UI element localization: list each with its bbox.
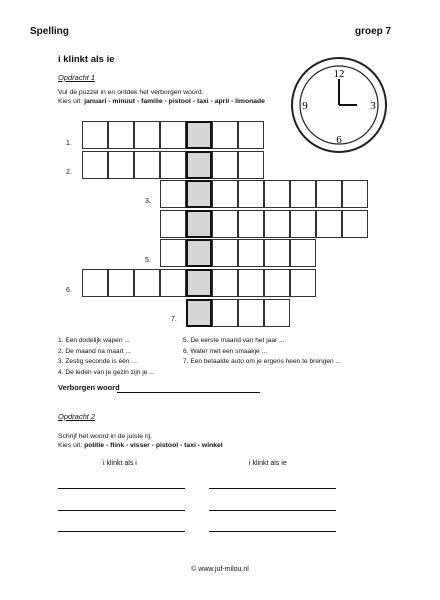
crossword-cell[interactable]: [238, 269, 264, 297]
crossword-cell[interactable]: [134, 269, 160, 297]
crossword-cell[interactable]: [212, 239, 238, 267]
crossword-cell[interactable]: [108, 269, 134, 297]
assignment2-heading: Opdracht 2: [58, 412, 96, 421]
assignment1-choices: [58, 97, 265, 106]
answer-line-i[interactable]: [58, 488, 185, 489]
crossword-cell[interactable]: [238, 180, 264, 208]
hidden-word-label: Verborgen woord: [58, 383, 120, 392]
crossword-cell[interactable]: [238, 151, 264, 179]
crossword-cell[interactable]: [316, 180, 342, 208]
answer-line-i[interactable]: [58, 510, 185, 511]
clues-left: [58, 336, 155, 378]
clue-5: 5. De eerste maand van het jaar ...: [183, 337, 285, 344]
clue-6: 6. Water met een smaakje ...: [183, 347, 268, 355]
crossword-cell[interactable]: [212, 151, 238, 179]
hidden-word-cell[interactable]: [186, 180, 212, 208]
worksheet-title: i klinkt als ie: [58, 54, 115, 65]
crossword-cell[interactable]: [238, 239, 264, 267]
choose-label: Kies uit:: [58, 442, 83, 449]
clock-number-3: 3: [370, 100, 376, 112]
crossword-cell[interactable]: [160, 180, 186, 208]
hidden-word-cell[interactable]: [186, 151, 212, 179]
crossword-cell[interactable]: [290, 239, 316, 267]
crossword-cell[interactable]: [160, 151, 186, 179]
answer-line-ie[interactable]: [209, 488, 336, 489]
group-label: groep 7: [355, 26, 392, 37]
assignment1-heading: Opdracht 1: [58, 73, 96, 82]
row-number: 5.: [145, 257, 151, 264]
crossword-cell[interactable]: [108, 151, 134, 179]
answer-line-ie[interactable]: [209, 510, 336, 511]
crossword-cell[interactable]: [212, 180, 238, 208]
crossword-cell[interactable]: [212, 210, 238, 238]
clue-3: 3. Zestig seconde is één ...: [58, 358, 137, 365]
choose-words: januari - minuut - familie - pistool - taxi - april - limonade: [84, 98, 265, 105]
crossword-cell[interactable]: [82, 151, 108, 179]
crossword-cell[interactable]: [134, 121, 160, 149]
assignment1-instruction: Vul de puzzel in en ontdek het verborgen woord.: [58, 89, 204, 96]
clues-right: [183, 336, 341, 368]
crossword-cell[interactable]: [342, 210, 368, 238]
crossword-cell[interactable]: [316, 210, 342, 238]
subject-title: Spelling: [30, 26, 69, 37]
column-heading-i: i klinkt als i: [103, 460, 137, 467]
hidden-word-answer-line[interactable]: [117, 392, 260, 393]
crossword-cell[interactable]: [160, 210, 186, 238]
crossword-cell[interactable]: [264, 180, 290, 208]
crossword-cell[interactable]: [82, 121, 108, 149]
assignment2-instruction: Schrijf het woord in de juiste rij.: [58, 433, 153, 440]
choose-words: politie - flink - visser - pistool - taxi - winkel: [84, 442, 223, 449]
crossword-cell[interactable]: [290, 269, 316, 297]
clock-number-12: 12: [333, 68, 345, 80]
hidden-word-cell[interactable]: [186, 210, 212, 238]
crossword-cell[interactable]: [134, 151, 160, 179]
crossword-cell[interactable]: [82, 269, 108, 297]
crossword-cell[interactable]: [238, 210, 264, 238]
hidden-word-cell[interactable]: [186, 121, 212, 149]
clock-number-9: 9: [302, 100, 308, 112]
clock-illustration: [289, 55, 389, 155]
crossword-cell[interactable]: [264, 299, 290, 327]
crossword-cell[interactable]: [342, 180, 368, 208]
crossword-cell[interactable]: [212, 299, 238, 327]
crossword-cell[interactable]: [290, 180, 316, 208]
clue-4: 4. De leden van je gezin zijn je ...: [58, 368, 155, 376]
choose-label: Kies uit:: [58, 98, 83, 105]
crossword-cell[interactable]: [238, 121, 264, 149]
crossword-cell[interactable]: [160, 121, 186, 149]
hidden-word-cell[interactable]: [186, 299, 212, 327]
hidden-word-cell[interactable]: [186, 239, 212, 267]
crossword-cell[interactable]: [160, 239, 186, 267]
crossword-cell[interactable]: [264, 239, 290, 267]
row-number: 7.: [171, 316, 177, 323]
crossword-cell[interactable]: [290, 210, 316, 238]
row-number: 2.: [66, 169, 72, 176]
crossword-cell[interactable]: [264, 269, 290, 297]
clock-number-6: 6: [336, 134, 342, 146]
row-number: 1.: [66, 140, 72, 147]
clue-1: 1. Een dodelijk wapen ...: [58, 337, 130, 344]
row-number: 6.: [66, 287, 72, 294]
column-heading-ie: i klinkt als ie: [249, 460, 287, 467]
row-number: 3.: [145, 198, 151, 205]
crossword-cell[interactable]: [264, 210, 290, 238]
crossword-cell[interactable]: [212, 121, 238, 149]
hidden-word-cell[interactable]: [186, 269, 212, 297]
answer-line-i[interactable]: [58, 531, 185, 532]
assignment2-choices: [58, 441, 223, 450]
crossword-cell[interactable]: [238, 299, 264, 327]
crossword-cell[interactable]: [108, 121, 134, 149]
clue-2: 2. De maand na maart ...: [58, 347, 131, 355]
footer-copyright: © www.juf-milou.nl: [191, 566, 249, 573]
answer-line-ie[interactable]: [209, 531, 336, 532]
clue-7: 7. Een betaalde auto om je ergens heen te brengen ...: [183, 358, 341, 365]
crossword-cell[interactable]: [212, 269, 238, 297]
crossword-cell[interactable]: [160, 269, 186, 297]
